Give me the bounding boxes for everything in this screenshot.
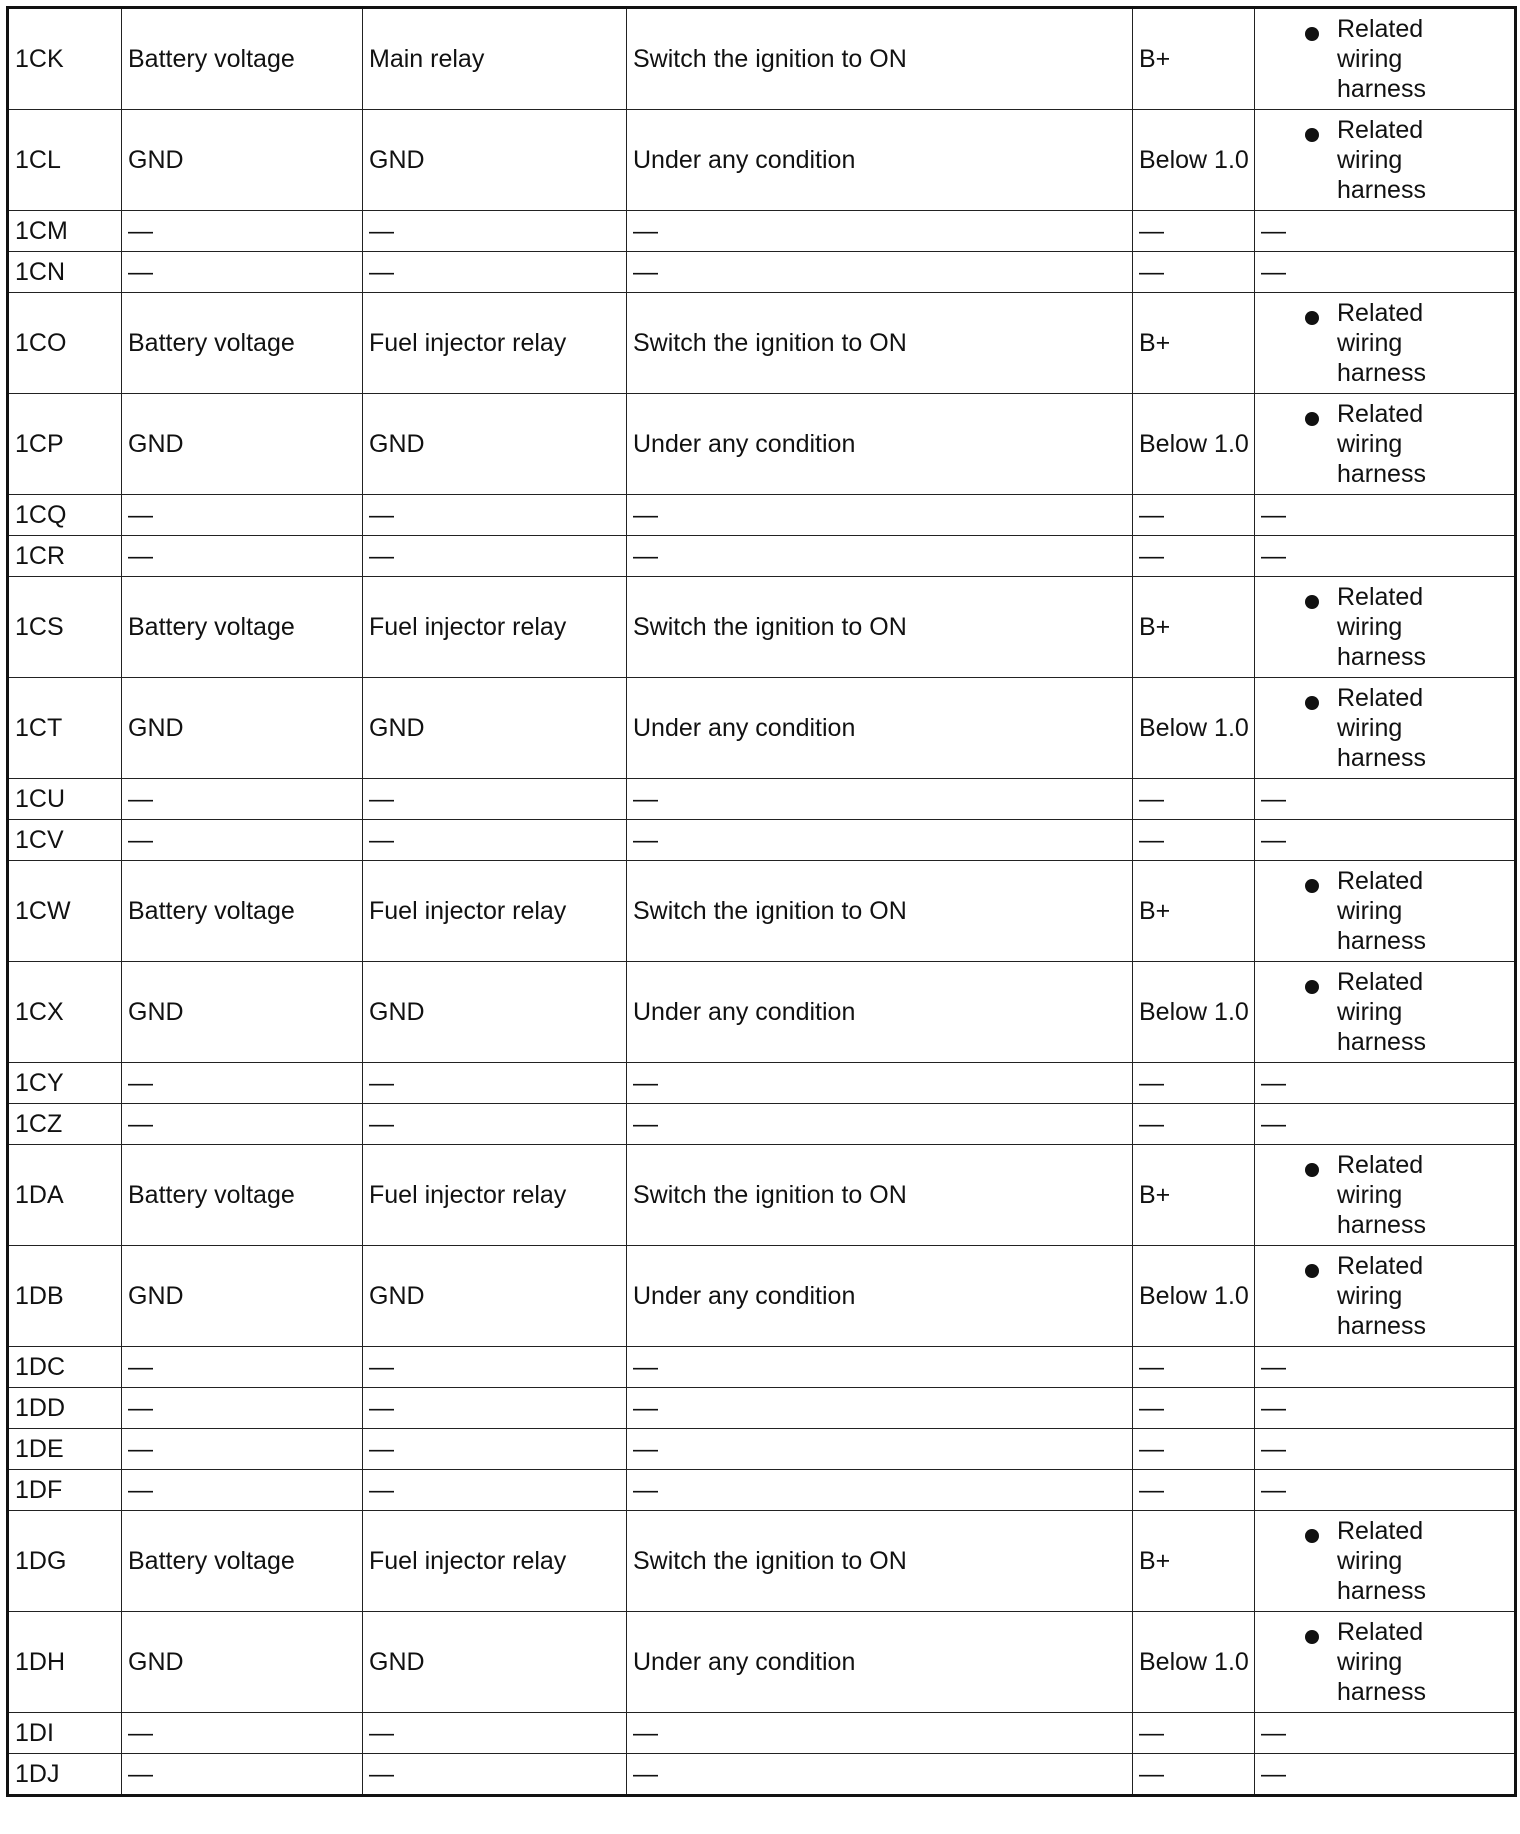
bullet-icon xyxy=(1305,980,1319,994)
signal-type-cell: — xyxy=(122,820,363,861)
table-row xyxy=(8,577,1516,678)
standard-value-cell: Below 1.0 xyxy=(1133,678,1255,779)
signal-type-cell: — xyxy=(122,495,363,536)
condition-cell: — xyxy=(627,1713,1133,1754)
standard-value-cell: B+ xyxy=(1133,8,1255,110)
connected-to-cell: — xyxy=(363,1063,627,1104)
pin-cell: 1CP xyxy=(8,394,122,495)
inspection-item-cell: — xyxy=(1255,211,1516,252)
connected-to-cell: — xyxy=(363,1713,627,1754)
signal-type-cell: — xyxy=(122,1754,363,1796)
table-row xyxy=(8,820,1516,861)
condition-cell: — xyxy=(627,1063,1133,1104)
connected-to-cell: — xyxy=(363,536,627,577)
condition-cell: — xyxy=(627,1470,1133,1511)
standard-value-cell: — xyxy=(1133,1754,1255,1796)
condition-cell: Under any condition xyxy=(627,110,1133,211)
signal-type-cell: GND xyxy=(122,678,363,779)
table-row xyxy=(8,211,1516,252)
condition-cell: — xyxy=(627,1754,1133,1796)
inspection-item-cell xyxy=(1255,678,1516,779)
signal-type-cell: — xyxy=(122,211,363,252)
inspection-item-cell xyxy=(1255,293,1516,394)
inspection-item-text: Related wiring harness xyxy=(1337,1252,1426,1340)
connected-to-cell: — xyxy=(363,1754,627,1796)
condition-cell: Switch the ignition to ON xyxy=(627,577,1133,678)
inspection-item-text: Related wiring harness xyxy=(1337,15,1426,103)
connected-to-cell: Fuel injector relay xyxy=(363,577,627,678)
inspection-item-text: Related wiring harness xyxy=(1337,968,1426,1056)
condition-cell: Under any condition xyxy=(627,1612,1133,1713)
condition-cell: Under any condition xyxy=(627,678,1133,779)
table-row xyxy=(8,1429,1516,1470)
signal-type-cell: — xyxy=(122,1063,363,1104)
connected-to-cell: — xyxy=(363,1104,627,1145)
bullet-icon xyxy=(1305,128,1319,142)
pin-cell: 1DB xyxy=(8,1246,122,1347)
pin-cell: 1DH xyxy=(8,1612,122,1713)
connected-to-cell: Fuel injector relay xyxy=(363,1145,627,1246)
pin-cell: 1CZ xyxy=(8,1104,122,1145)
inspection-item-cell xyxy=(1255,962,1516,1063)
inspection-item-text: Related wiring harness xyxy=(1337,1618,1426,1706)
signal-type-cell: — xyxy=(122,1347,363,1388)
condition-cell: — xyxy=(627,211,1133,252)
signal-type-cell: Battery voltage xyxy=(122,293,363,394)
inspection-item-text: Related wiring harness xyxy=(1337,1151,1426,1239)
condition-cell: Switch the ignition to ON xyxy=(627,1511,1133,1612)
signal-type-cell: — xyxy=(122,779,363,820)
standard-value-cell: B+ xyxy=(1133,1145,1255,1246)
signal-type-cell: GND xyxy=(122,394,363,495)
inspection-item-text: Related wiring harness xyxy=(1337,400,1426,488)
signal-type-cell: — xyxy=(122,1713,363,1754)
standard-value-cell: B+ xyxy=(1133,577,1255,678)
table-row xyxy=(8,1063,1516,1104)
inspection-item-cell: — xyxy=(1255,1347,1516,1388)
pin-cell: 1DA xyxy=(8,1145,122,1246)
inspection-item-cell: — xyxy=(1255,1754,1516,1796)
condition-cell: Under any condition xyxy=(627,394,1133,495)
standard-value-cell: — xyxy=(1133,1388,1255,1429)
connected-to-cell: — xyxy=(363,1429,627,1470)
table-row xyxy=(8,861,1516,962)
inspection-item-text: Related wiring harness xyxy=(1337,583,1426,671)
inspection-item-cell: — xyxy=(1255,1104,1516,1145)
signal-type-cell: Battery voltage xyxy=(122,577,363,678)
inspection-item-cell xyxy=(1255,394,1516,495)
connected-to-cell: — xyxy=(363,1470,627,1511)
signal-type-cell: GND xyxy=(122,1246,363,1347)
pin-cell: 1CN xyxy=(8,252,122,293)
table-row xyxy=(8,1754,1516,1796)
connected-to-cell: GND xyxy=(363,678,627,779)
condition-cell: — xyxy=(627,252,1133,293)
connected-to-cell: Fuel injector relay xyxy=(363,1511,627,1612)
bullet-icon xyxy=(1305,1630,1319,1644)
table-row xyxy=(8,1347,1516,1388)
signal-type-cell: Battery voltage xyxy=(122,861,363,962)
standard-value-cell: Below 1.0 xyxy=(1133,1246,1255,1347)
standard-value-cell: Below 1.0 xyxy=(1133,1612,1255,1713)
signal-type-cell: GND xyxy=(122,1612,363,1713)
table-row xyxy=(8,110,1516,211)
condition-cell: Under any condition xyxy=(627,1246,1133,1347)
standard-value-cell: — xyxy=(1133,779,1255,820)
standard-value-cell: B+ xyxy=(1133,1511,1255,1612)
table-body xyxy=(8,8,1516,1796)
standard-value-cell: Below 1.0 xyxy=(1133,110,1255,211)
standard-value-cell: — xyxy=(1133,536,1255,577)
pin-cell: 1CK xyxy=(8,8,122,110)
pin-cell: 1CL xyxy=(8,110,122,211)
table-row xyxy=(8,678,1516,779)
signal-type-cell: — xyxy=(122,252,363,293)
pin-cell: 1DE xyxy=(8,1429,122,1470)
bullet-icon xyxy=(1305,1264,1319,1278)
signal-type-cell: Battery voltage xyxy=(122,1511,363,1612)
connected-to-cell: GND xyxy=(363,110,627,211)
inspection-item-cell xyxy=(1255,110,1516,211)
pin-cell: 1DJ xyxy=(8,1754,122,1796)
signal-type-cell: — xyxy=(122,1104,363,1145)
inspection-item-cell: — xyxy=(1255,495,1516,536)
inspection-item-cell: — xyxy=(1255,1388,1516,1429)
pin-cell: 1CY xyxy=(8,1063,122,1104)
inspection-item-cell xyxy=(1255,1145,1516,1246)
inspection-item-cell: — xyxy=(1255,536,1516,577)
connected-to-cell: Fuel injector relay xyxy=(363,293,627,394)
inspection-item-cell: — xyxy=(1255,1429,1516,1470)
pin-cell: 1CU xyxy=(8,779,122,820)
condition-cell: — xyxy=(627,1347,1133,1388)
condition-cell: — xyxy=(627,1104,1133,1145)
table-row xyxy=(8,495,1516,536)
signal-type-cell: Battery voltage xyxy=(122,1145,363,1246)
pin-cell: 1CV xyxy=(8,820,122,861)
terminal-voltage-table xyxy=(6,6,1517,1797)
connected-to-cell: GND xyxy=(363,962,627,1063)
inspection-item-text: Related wiring harness xyxy=(1337,116,1426,204)
condition-cell: — xyxy=(627,779,1133,820)
condition-cell: Switch the ignition to ON xyxy=(627,1145,1133,1246)
signal-type-cell: — xyxy=(122,536,363,577)
connected-to-cell: — xyxy=(363,252,627,293)
table-row xyxy=(8,962,1516,1063)
connected-to-cell: — xyxy=(363,1347,627,1388)
standard-value-cell: — xyxy=(1133,1347,1255,1388)
standard-value-cell: B+ xyxy=(1133,861,1255,962)
pin-cell: 1DD xyxy=(8,1388,122,1429)
table-row xyxy=(8,1511,1516,1612)
pin-cell: 1CW xyxy=(8,861,122,962)
condition-cell: Switch the ignition to ON xyxy=(627,8,1133,110)
bullet-icon xyxy=(1305,311,1319,325)
connected-to-cell: — xyxy=(363,1388,627,1429)
bullet-icon xyxy=(1305,595,1319,609)
condition-cell: — xyxy=(627,495,1133,536)
signal-type-cell: GND xyxy=(122,962,363,1063)
inspection-item-text: Related wiring harness xyxy=(1337,684,1426,772)
condition-cell: Switch the ignition to ON xyxy=(627,861,1133,962)
inspection-item-cell: — xyxy=(1255,1063,1516,1104)
signal-type-cell: — xyxy=(122,1429,363,1470)
table-row xyxy=(8,293,1516,394)
standard-value-cell: B+ xyxy=(1133,293,1255,394)
inspection-item-cell: — xyxy=(1255,252,1516,293)
condition-cell: Under any condition xyxy=(627,962,1133,1063)
bullet-icon xyxy=(1305,1163,1319,1177)
bullet-icon xyxy=(1305,1529,1319,1543)
bullet-icon xyxy=(1305,27,1319,41)
standard-value-cell: — xyxy=(1133,1104,1255,1145)
inspection-item-text: Related wiring harness xyxy=(1337,1517,1426,1605)
standard-value-cell: — xyxy=(1133,1063,1255,1104)
inspection-item-text: Related wiring harness xyxy=(1337,867,1426,955)
connected-to-cell: Fuel injector relay xyxy=(363,861,627,962)
pin-cell: 1DG xyxy=(8,1511,122,1612)
signal-type-cell: GND xyxy=(122,110,363,211)
inspection-item-cell: — xyxy=(1255,1713,1516,1754)
inspection-item-cell xyxy=(1255,8,1516,110)
standard-value-cell: — xyxy=(1133,211,1255,252)
inspection-item-cell xyxy=(1255,1246,1516,1347)
table-row xyxy=(8,1388,1516,1429)
inspection-item-cell xyxy=(1255,1612,1516,1713)
signal-type-cell: — xyxy=(122,1388,363,1429)
condition-cell: — xyxy=(627,536,1133,577)
table-row xyxy=(8,1713,1516,1754)
condition-cell: — xyxy=(627,1388,1133,1429)
pin-cell: 1DC xyxy=(8,1347,122,1388)
connected-to-cell: GND xyxy=(363,394,627,495)
table-row xyxy=(8,536,1516,577)
pin-cell: 1CQ xyxy=(8,495,122,536)
table-row xyxy=(8,1104,1516,1145)
standard-value-cell: — xyxy=(1133,1470,1255,1511)
table-row xyxy=(8,1145,1516,1246)
table-row xyxy=(8,1612,1516,1713)
connected-to-cell: Main relay xyxy=(363,8,627,110)
standard-value-cell: Below 1.0 xyxy=(1133,394,1255,495)
standard-value-cell: — xyxy=(1133,1713,1255,1754)
signal-type-cell: Battery voltage xyxy=(122,8,363,110)
condition-cell: — xyxy=(627,820,1133,861)
standard-value-cell: Below 1.0 xyxy=(1133,962,1255,1063)
table-row xyxy=(8,779,1516,820)
inspection-item-cell xyxy=(1255,1511,1516,1612)
pin-cell: 1CT xyxy=(8,678,122,779)
standard-value-cell: — xyxy=(1133,252,1255,293)
table-row xyxy=(8,8,1516,110)
pin-cell: 1DF xyxy=(8,1470,122,1511)
connected-to-cell: — xyxy=(363,779,627,820)
signal-type-cell: — xyxy=(122,1470,363,1511)
connected-to-cell: — xyxy=(363,211,627,252)
pin-cell: 1CX xyxy=(8,962,122,1063)
inspection-item-cell: — xyxy=(1255,1470,1516,1511)
table-row xyxy=(8,394,1516,495)
table-row xyxy=(8,1470,1516,1511)
inspection-item-text: Related wiring harness xyxy=(1337,299,1426,387)
standard-value-cell: — xyxy=(1133,1429,1255,1470)
inspection-item-cell xyxy=(1255,861,1516,962)
standard-value-cell: — xyxy=(1133,820,1255,861)
pin-cell: 1CR xyxy=(8,536,122,577)
pin-cell: 1CM xyxy=(8,211,122,252)
bullet-icon xyxy=(1305,412,1319,426)
bullet-icon xyxy=(1305,696,1319,710)
pin-cell: 1CO xyxy=(8,293,122,394)
inspection-item-cell: — xyxy=(1255,820,1516,861)
connected-to-cell: GND xyxy=(363,1246,627,1347)
bullet-icon xyxy=(1305,879,1319,893)
inspection-item-cell: — xyxy=(1255,779,1516,820)
table-row xyxy=(8,1246,1516,1347)
inspection-item-cell xyxy=(1255,577,1516,678)
condition-cell: Switch the ignition to ON xyxy=(627,293,1133,394)
pin-cell: 1DI xyxy=(8,1713,122,1754)
connected-to-cell: — xyxy=(363,495,627,536)
condition-cell: — xyxy=(627,1429,1133,1470)
connected-to-cell: GND xyxy=(363,1612,627,1713)
connected-to-cell: — xyxy=(363,820,627,861)
pin-cell: 1CS xyxy=(8,577,122,678)
standard-value-cell: — xyxy=(1133,495,1255,536)
table-row xyxy=(8,252,1516,293)
